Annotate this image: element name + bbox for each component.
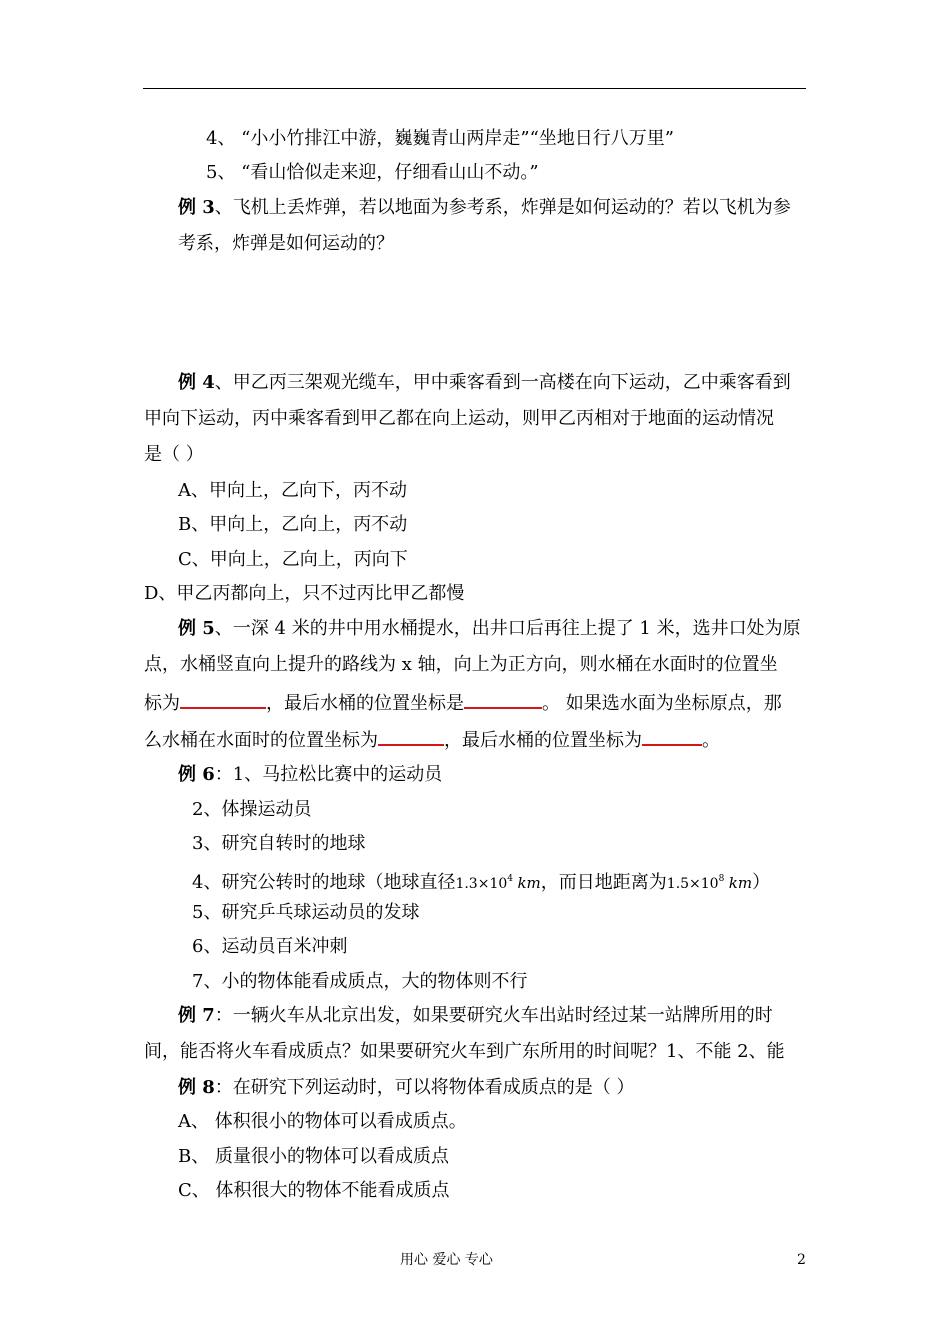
example-4-option-b: B、甲向上，乙向上，丙不动 bbox=[178, 514, 408, 535]
footer-slogan: 用心 爱心 专心 bbox=[400, 1252, 493, 1268]
example-7-line-2: 间，能否将火车看成质点？如果要研究火车到广东所用的时间呢？1、不能 2、能 bbox=[144, 1041, 785, 1062]
sun-earth-distance-formula: $1.5\times 10^8$ km bbox=[666, 874, 753, 892]
example-4-line-2: 甲向下运动，丙中乘客看到甲乙都在向上运动，则甲乙丙相对于地面的运动情况 bbox=[144, 408, 774, 429]
example-8-option-a: A、 体积很小的物体可以看成质点。 bbox=[178, 1111, 467, 1132]
example-8-option-b: B、 质量很小的物体可以看成质点 bbox=[178, 1146, 449, 1167]
example-3-line-2: 考系，炸弹是如何运动的？ bbox=[178, 233, 394, 254]
example-4-label: 例 4 bbox=[178, 372, 215, 393]
earth-diameter-formula: $1.3\times 10^4$ km bbox=[455, 874, 541, 892]
header-rule bbox=[143, 88, 806, 89]
example-3-line-1: 例 3、飞机上丢炸弹，若以地面为参考系，炸弹是如何运动的？若以飞机为参 bbox=[178, 197, 791, 218]
example-4-option-a: A、甲向上，乙向下，丙不动 bbox=[178, 480, 407, 501]
example-8-line-1: 例 8：在研究下列运动时，可以将物体看成质点的是（ ） bbox=[178, 1077, 635, 1098]
example-5-label: 例 5 bbox=[178, 618, 215, 639]
example-6-item-5: 5、研究乒乓球运动员的发球 bbox=[192, 902, 420, 923]
example-6-line-1: 例 6：1、马拉松比赛中的运动员 bbox=[178, 764, 443, 785]
example-3-label: 例 3 bbox=[178, 197, 215, 218]
page-number: 2 bbox=[797, 1252, 806, 1268]
example-6-label: 例 6 bbox=[178, 764, 215, 785]
example-4-line-3: 是（ ） bbox=[144, 444, 204, 465]
example-6-item-7: 7、小的物体能看成质点，大的物体则不行 bbox=[192, 971, 528, 992]
example-6-item-3: 3、研究自转时的地球 bbox=[192, 833, 366, 854]
example-4-option-d: D、甲乙丙都向上，只不过丙比甲乙都慢 bbox=[144, 583, 465, 604]
example-7-label: 例 7 bbox=[178, 1005, 215, 1026]
answer-blank[interactable] bbox=[642, 726, 702, 746]
example-6-item-6: 6、运动员百米冲刺 bbox=[192, 936, 348, 957]
answer-blank[interactable] bbox=[464, 689, 542, 709]
example-5-line-1: 例 5、一深 4 米的井中用水桶提水，出井口后再往上提了 1 米，选井口处为原 bbox=[178, 618, 801, 639]
q4-line: 4、 “小小竹排江中游，巍巍青山两岸走”“坐地日行八万里” bbox=[206, 128, 674, 149]
q5-line: 5、 “看山恰似走来迎，仔细看山山不动。” bbox=[206, 162, 539, 183]
example-5-line-3: 标为 ，最后水桶的位置坐标是 。 如果选水面为坐标原点，那 bbox=[144, 689, 782, 717]
example-4-option-c: C、甲向上，乙向上，丙向下 bbox=[178, 549, 408, 570]
example-8-option-c: C、 体积很大的物体不能看成质点 bbox=[178, 1180, 450, 1201]
example-8-label: 例 8 bbox=[178, 1077, 215, 1098]
example-4-line-1: 例 4、甲乙丙三架观光缆车，甲中乘客看到一高楼在向下运动，乙中乘客看到 bbox=[178, 372, 791, 393]
example-6-item-4: 4、研究公转时的地球（地球直径$1.3\times 10^4$ km，而日地距离为$1.5\times 10^8$ km） bbox=[192, 872, 771, 893]
answer-blank[interactable] bbox=[180, 689, 266, 709]
example-5-line-4: 么水桶在水面时的位置坐标为 ，最后水桶的位置坐标为 。 bbox=[144, 726, 720, 754]
example-7-line-1: 例 7：一辆火车从北京出发，如果要研究火车出站时经过某一站牌所用的时 bbox=[178, 1005, 773, 1026]
example-5-line-2: 点，水桶竖直向上提升的路线为 x 轴，向上为正方向，则水桶在水面时的位置坐 bbox=[144, 654, 778, 675]
answer-blank[interactable] bbox=[378, 726, 444, 746]
example-6-item-2: 2、体操运动员 bbox=[192, 799, 312, 820]
